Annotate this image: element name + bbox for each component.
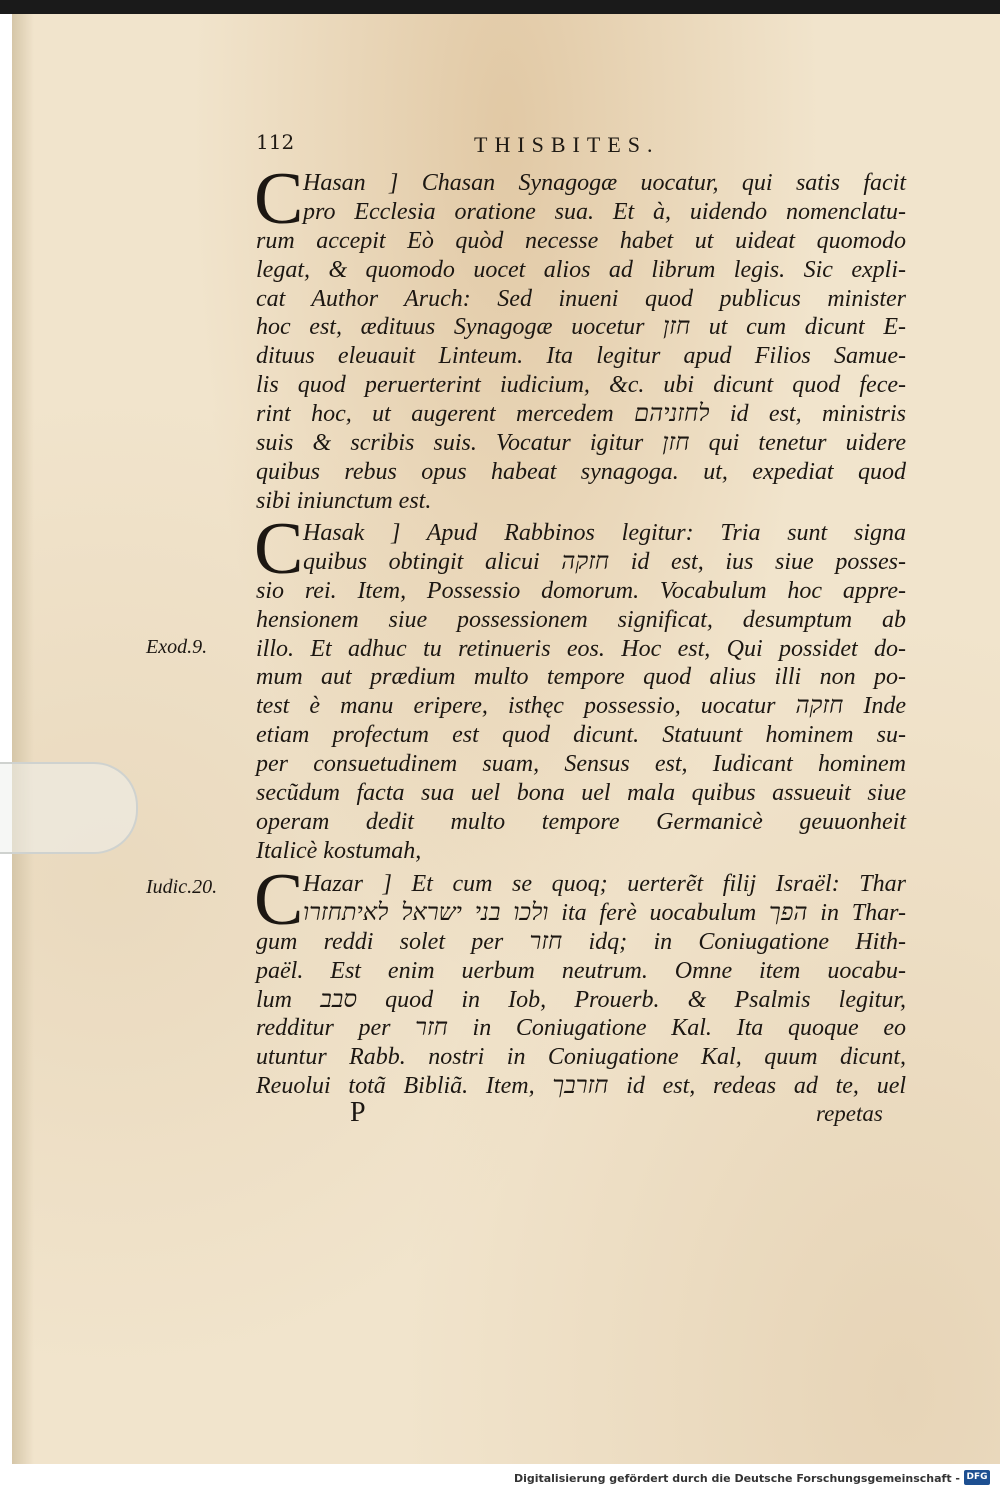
text-line: suis & scribis suis. Vocatur igitur חזן qui tenetur uidere xyxy=(256,430,907,457)
book-clip xyxy=(0,762,138,854)
drop-cap-initial: C xyxy=(254,158,304,240)
text-line: lis quod peruerterint iudicium, &c. ubi dicunt quod fece- xyxy=(256,372,906,399)
text-line: quibus rebus opus habeat synagoga. ut, expediat quod xyxy=(256,458,906,485)
entry-chasak xyxy=(254,508,907,866)
text-line: illo. Et adhuc tu retinueris eos. Hoc est, Qui possidet do- xyxy=(256,635,906,662)
text-line: Hasak ] Apud Rabbinos legitur: Tria sunt signa xyxy=(303,520,906,546)
text-line: redditur per חזר in Coniugatione Kal. Ita quoque eo xyxy=(256,1015,906,1042)
entry-chasan xyxy=(254,158,907,516)
page-number: 112 xyxy=(256,130,295,154)
text-line: Hasan ] Chasan Synagogæ uocatur, qui satis facit xyxy=(303,170,906,196)
text-line: utuntur Rabb. nostri in Coniugatione Kal, quum dicunt, xyxy=(256,1044,906,1071)
text-line: operam dedit multo tempore Germanicè geuuonheit xyxy=(256,808,906,835)
text-line: ולכו בני ישראל לאיתחזרו ita ferè uocabulum הפך in Thar- xyxy=(303,899,906,926)
text-line: secũdum facta sua uel bona uel mala quibus assueuit siue xyxy=(256,780,906,807)
text-line: rint hoc, ut augerent mercedem לחזניהם id est, ministris xyxy=(256,401,907,428)
catchword: repetas xyxy=(816,1101,883,1126)
text-line: hoc est, ædituus Synagogæ uocetur חזן ut cum dicunt E- xyxy=(256,314,907,341)
running-head xyxy=(0,130,1000,170)
text-line: test è manu eripere, isthęc possessio, uocatur חזקה Inde xyxy=(256,693,907,720)
drop-cap-initial: C xyxy=(254,859,304,941)
text-line: etiam profectum est quod dicunt. Statuunt hominem su- xyxy=(256,722,906,749)
margin-note-exodus: Exod.9. xyxy=(146,636,208,658)
dfg-logo-icon: DFG xyxy=(964,1470,990,1485)
text-line: lum סבב quod in Iob, Prouerb. & Psalmis legitur, xyxy=(256,986,907,1013)
digitization-credit: Digitalisierung gefördert durch die Deutsche Forschungsgemeinschaft - xyxy=(513,1472,960,1485)
running-title: THISBITES. xyxy=(474,132,660,157)
text-line: Hazar ] Et cum se quoq; uerterẽt filij Israël: Thar xyxy=(303,871,906,897)
text-line: pro Ecclesia oratione sua. Et à, uidendo nomenclatu- xyxy=(303,198,906,225)
digitization-footer xyxy=(0,1465,1000,1495)
text-line: sibi iniunctum est. xyxy=(256,487,432,514)
text-line: quibus obtingit alicui חזקה id est, ius siue posses- xyxy=(303,548,906,575)
margin-note-iudicum: Iudic.20. xyxy=(146,876,218,898)
text-line: paël. Est enim uerbum neutrum. Omne item uocabu- xyxy=(256,957,906,984)
text-line: rum accepit Eò quòd necesse habet ut uideat quomodo xyxy=(256,227,906,254)
text-line: hensionem siue possessionem significat, desumptum ab xyxy=(256,606,906,633)
text-line: cat Author Aruch: Sed inueni quod publicus minister xyxy=(256,285,906,312)
scan-top-border xyxy=(0,0,1000,14)
drop-cap-initial: C xyxy=(254,508,304,590)
text-line: legat, & quomodo uocet alios ad librum legis. Sic expli- xyxy=(256,256,906,283)
page-gutter-shadow xyxy=(12,14,34,1464)
text-line: dituus eleuauit Linteum. Ita legitur apud Filios Samue- xyxy=(256,343,906,370)
signature-mark: P xyxy=(350,1097,366,1128)
text-line: gum reddi solet per חזר idq; in Coniugatione Hith- xyxy=(256,928,907,955)
text-line: Italicè kostumah, xyxy=(256,837,422,864)
text-line: sio rei. Item, Possessio domorum. Vocabulum hoc appre- xyxy=(256,577,906,604)
entry-chazar xyxy=(254,859,907,1101)
text-line: mum aut prædium multo tempore quod alius illi non po- xyxy=(256,664,906,691)
text-line: per consuetudinem suam, Sensus est, Iudicant hominem xyxy=(256,751,906,778)
text-line: Reuolui totã Bibliã. Item, חזרבך id est, redeas ad te, uel xyxy=(256,1073,907,1100)
